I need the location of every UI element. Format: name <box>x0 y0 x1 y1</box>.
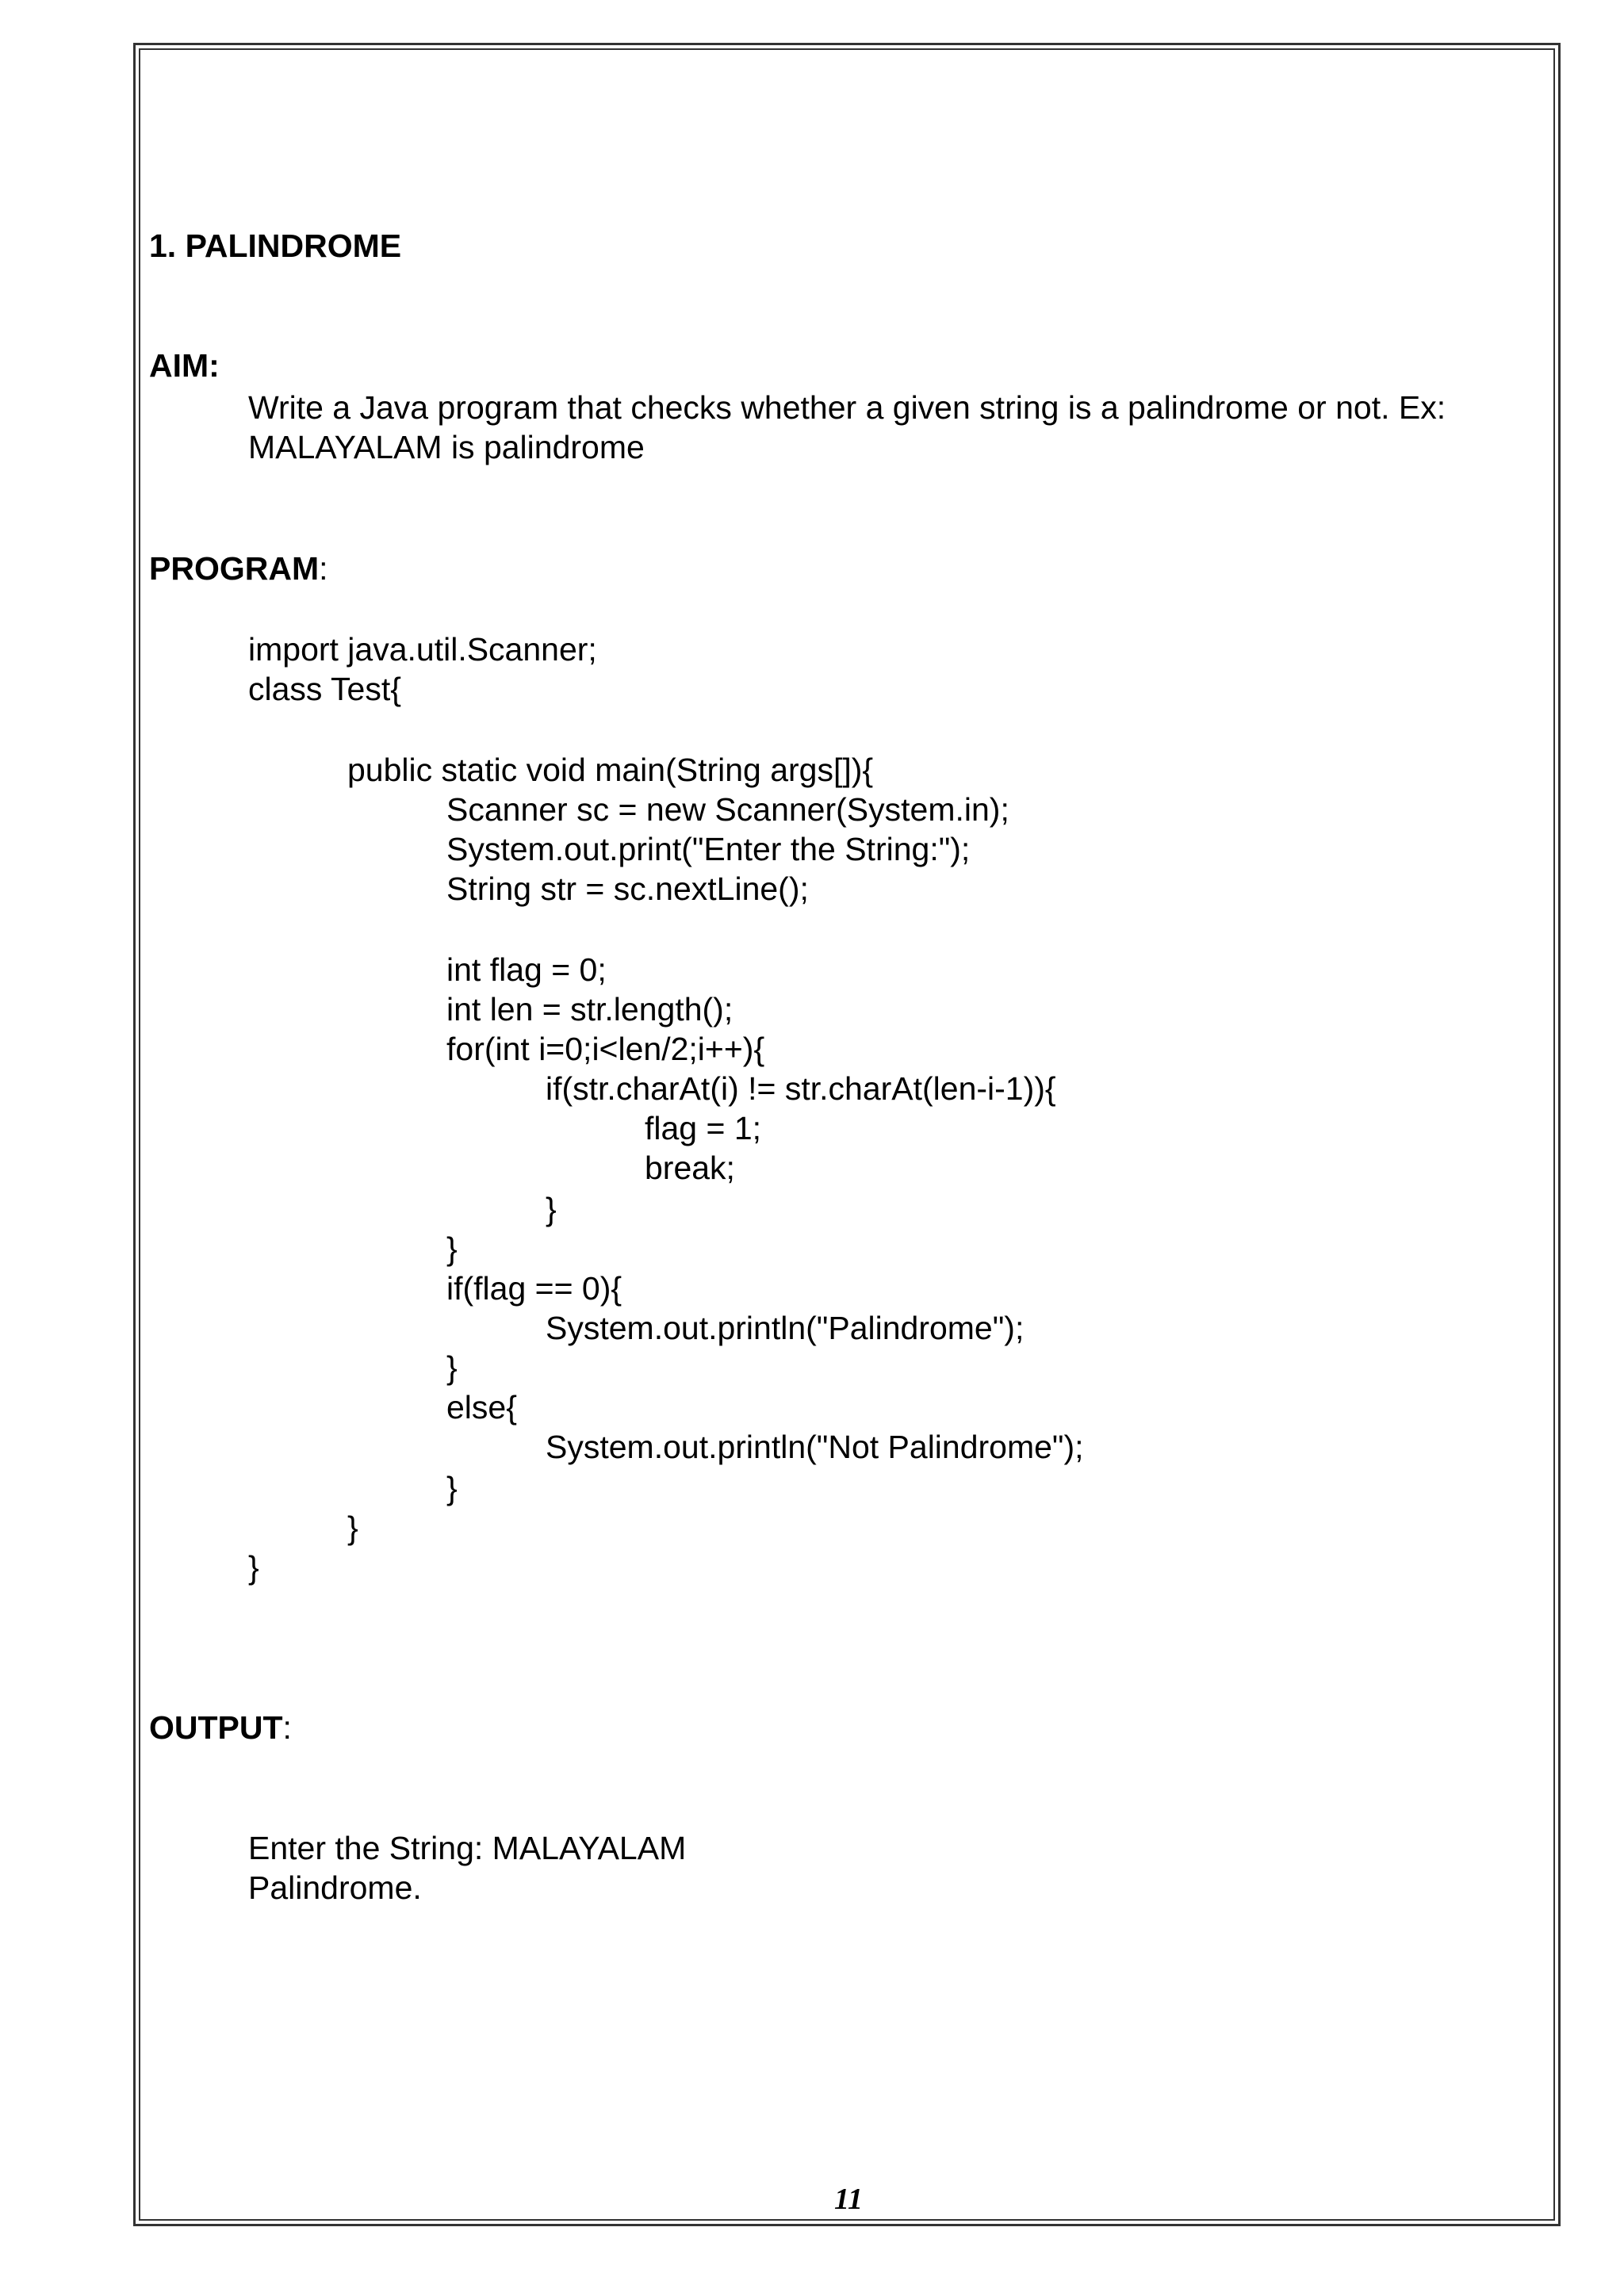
code-line: } <box>446 1230 458 1267</box>
aim-text-line-2: MALAYALAM is palindrome <box>248 429 645 465</box>
code-line: System.out.println("Palindrome"); <box>546 1310 1025 1346</box>
program-label <box>149 549 328 588</box>
code-line: for(int i=0;i<len/2;i++){ <box>446 1031 765 1067</box>
output-label <box>149 1708 292 1747</box>
code-line: break; <box>645 1150 735 1186</box>
code-line: } <box>446 1470 458 1506</box>
aim-label: AIM: <box>149 347 220 384</box>
code-line: System.out.print("Enter the String:"); <box>446 831 971 867</box>
code-line: if(str.charAt(i) != str.charAt(len-i-1)){ <box>546 1070 1056 1107</box>
program-label-colon: : <box>319 550 328 587</box>
output-line-1: Enter the String: MALAYALAM <box>248 1830 687 1866</box>
code-line: int len = str.length(); <box>446 991 733 1027</box>
section-heading: 1. PALINDROME <box>149 228 402 264</box>
code-line: import java.util.Scanner; <box>248 631 597 668</box>
code-line: } <box>446 1349 458 1386</box>
code-line: flag = 1; <box>645 1110 762 1146</box>
code-line: class Test{ <box>248 671 401 707</box>
code-line: Scanner sc = new Scanner(System.in); <box>446 791 1009 828</box>
code-line: else{ <box>446 1389 517 1425</box>
code-line: } <box>347 1510 358 1546</box>
output-label-colon: : <box>282 1709 292 1746</box>
code-line: String str = sc.nextLine(); <box>446 871 809 907</box>
code-line: System.out.println("Not Palindrome"); <box>546 1429 1084 1465</box>
code-line: } <box>248 1549 259 1586</box>
code-line: } <box>546 1191 557 1227</box>
program-label-text: PROGRAM <box>149 550 320 587</box>
code-line: if(flag == 0){ <box>446 1270 622 1307</box>
page-number: 11 <box>834 2183 863 2216</box>
output-label-text: OUTPUT <box>149 1709 283 1746</box>
output-line-2: Palindrome. <box>248 1869 422 1906</box>
code-line: public static void main(String args[]){ <box>347 752 874 788</box>
aim-text-line-1: Write a Java program that checks whether a given string is a palindrome or not. Ex: <box>248 389 1446 426</box>
code-line: int flag = 0; <box>446 951 607 988</box>
